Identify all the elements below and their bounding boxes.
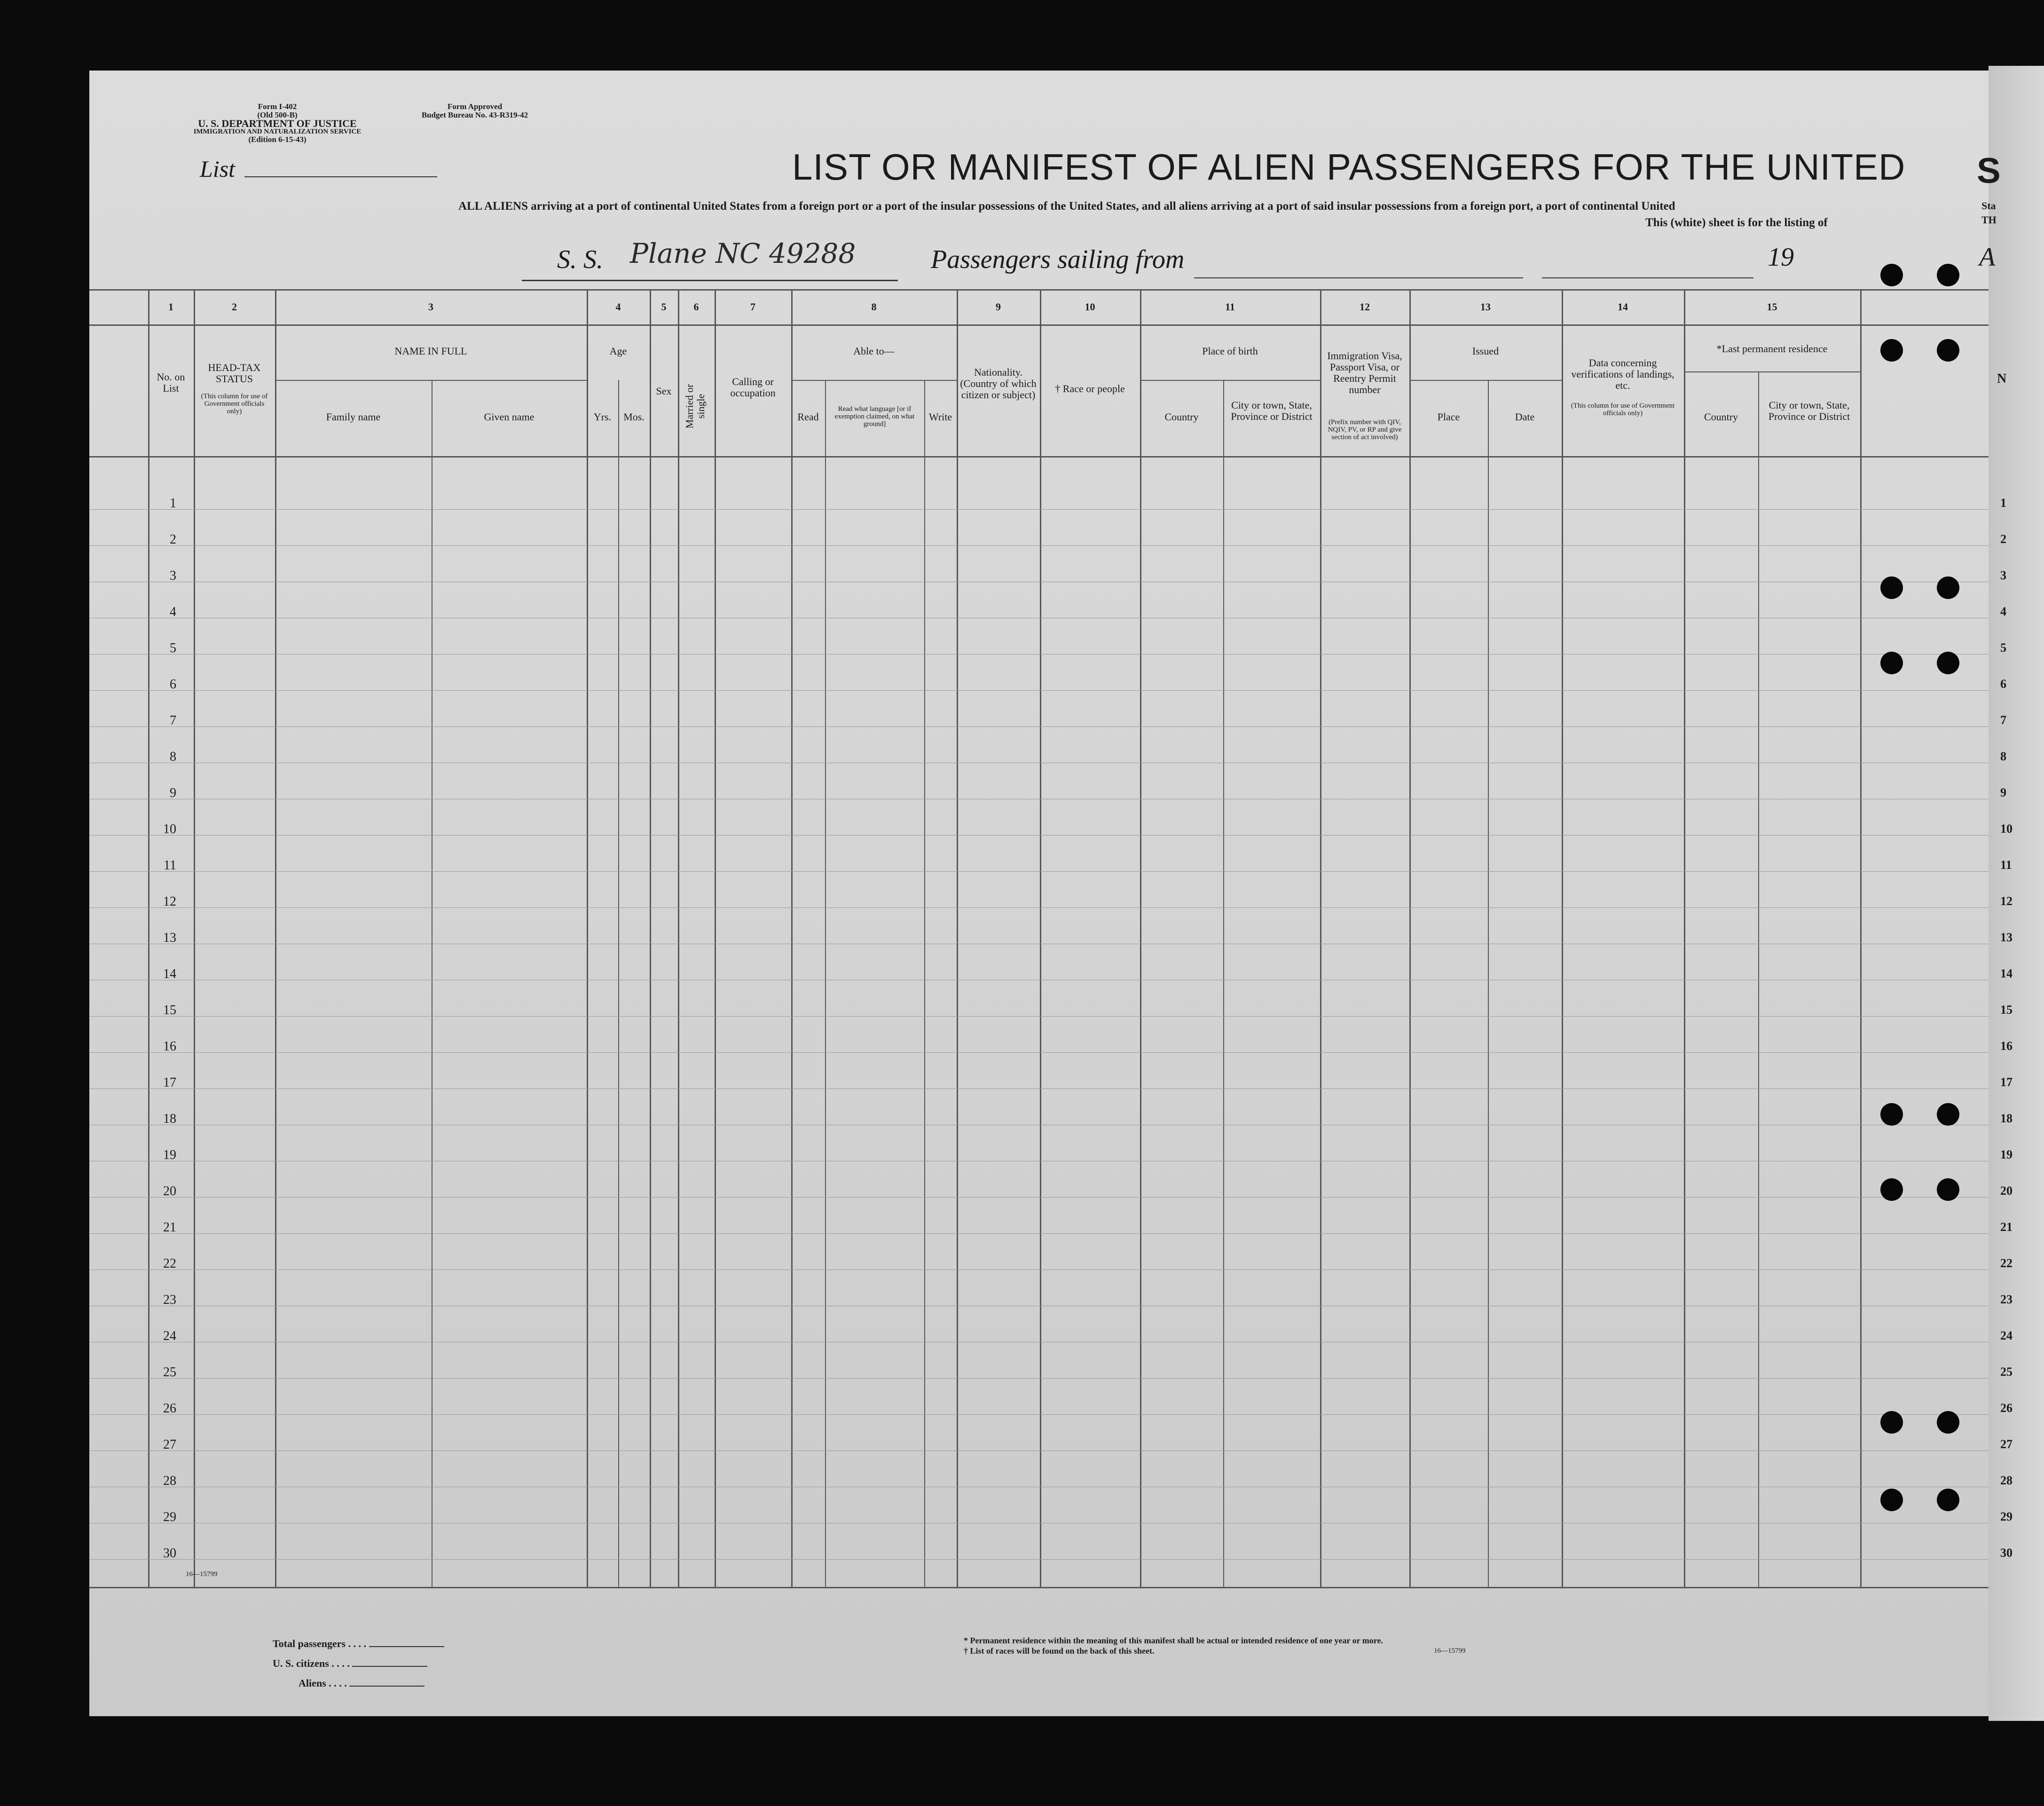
- subtitle: ALL ALIENS arriving at a port of continental United States from a foreign port or a port of the insular possessions of the United States, and all aliens arriving at a port of said insular possessions from a foreign port, a port of continental United: [458, 200, 1675, 213]
- table-row[interactable]: [194, 836, 1860, 871]
- print-code: 16—15799: [186, 1570, 218, 1578]
- header-bottom-rule: [89, 456, 1989, 457]
- table-row[interactable]: [194, 1198, 1860, 1233]
- table-row[interactable]: [194, 582, 1860, 617]
- subheader-rule: [1140, 380, 1320, 381]
- punch-hole: [1937, 652, 1959, 674]
- edge-row-number: 15: [2000, 1003, 2013, 1017]
- edge-row-number: 20: [2000, 1184, 2013, 1198]
- edge-row-number: 6: [2000, 677, 2006, 691]
- year-prefix: 19: [1768, 243, 1794, 272]
- table-row[interactable]: [194, 618, 1860, 654]
- table-row[interactable]: [194, 1306, 1860, 1341]
- edge-row-number: 3: [2000, 568, 2006, 582]
- row-number: 3: [170, 568, 176, 583]
- row-number: 8: [170, 749, 176, 764]
- row-number: 25: [163, 1365, 176, 1380]
- column-note: (Prefix number with QIV, NQIV, PV, or RP and give section of act involved): [1328, 418, 1402, 441]
- aliens-field[interactable]: [349, 1686, 425, 1687]
- column-header: Issued: [1472, 345, 1499, 357]
- edge-row-number: 16: [2000, 1039, 2013, 1053]
- table-row[interactable]: [194, 1017, 1860, 1052]
- punch-hole: [1880, 1178, 1903, 1201]
- row-number: 4: [170, 605, 176, 619]
- row-number: 27: [163, 1437, 176, 1452]
- column-number: 1: [168, 301, 173, 313]
- row-number: 5: [170, 641, 176, 655]
- old-number: (Old 500-B): [257, 110, 298, 119]
- edge-letter-s: S: [1977, 151, 2001, 191]
- row-number: 24: [163, 1329, 176, 1343]
- edge-row-number: 13: [2000, 931, 2013, 944]
- column-rule: [1860, 289, 1862, 1587]
- sailing-port-field[interactable]: [1194, 277, 1523, 278]
- edge-row-number: 22: [2000, 1256, 2013, 1270]
- table-row[interactable]: [194, 1125, 1860, 1160]
- column-number: 15: [1767, 301, 1777, 313]
- row-number: 12: [163, 894, 176, 909]
- column-number: 4: [615, 301, 621, 313]
- punch-hole: [1937, 1411, 1959, 1434]
- column-number: 5: [661, 301, 667, 313]
- us-citizens-field[interactable]: [352, 1666, 427, 1667]
- column-number: 8: [871, 301, 877, 313]
- row-number: 1: [170, 496, 176, 511]
- column-number: 2: [232, 301, 237, 313]
- subcolumn-header: Read what language [or if exemption claimed, on what ground]: [834, 405, 915, 428]
- budget-number: Budget Bureau No. 43-R319-42: [421, 110, 528, 119]
- row-number: 21: [163, 1220, 176, 1235]
- column-header: Calling or occupation: [730, 376, 776, 399]
- table-row[interactable]: [194, 691, 1860, 726]
- column-header: Sex: [656, 385, 672, 397]
- table-row[interactable]: [194, 727, 1860, 762]
- footnotes: [964, 1635, 1383, 1656]
- punch-hole: [1880, 1411, 1903, 1434]
- column-header: Able to—: [853, 345, 895, 357]
- subheader-rule: [1684, 371, 1860, 372]
- subcolumn-header: City or town, State, Province or District: [1768, 399, 1850, 422]
- column-number: 9: [996, 301, 1001, 313]
- department: U. S. DEPARTMENT OF JUSTICE: [198, 118, 357, 129]
- total-passengers-field[interactable]: [369, 1646, 444, 1647]
- edge-n: N: [1997, 371, 2007, 386]
- edge-sta: Sta: [1981, 200, 1996, 212]
- edge-a: A: [1979, 243, 1996, 272]
- service: IMMIGRATION AND NATURALIZATION SERVICE: [193, 128, 362, 135]
- row-number: 10: [163, 822, 176, 836]
- table-row[interactable]: [194, 763, 1860, 798]
- table-row[interactable]: [194, 1523, 1860, 1559]
- edge-row-number: 27: [2000, 1437, 2013, 1451]
- table-row[interactable]: [194, 908, 1860, 943]
- column-number: 3: [428, 301, 433, 313]
- table-row[interactable]: [194, 1487, 1860, 1522]
- edge-row-number: 14: [2000, 967, 2013, 980]
- table-row[interactable]: [194, 546, 1860, 581]
- column-number: 10: [1085, 301, 1095, 313]
- edge-row-number: 29: [2000, 1510, 2013, 1523]
- subcolumn-header: Yrs.: [593, 411, 612, 423]
- footnote-races: † List of races will be found on the back of this sheet.: [964, 1646, 1155, 1656]
- table-row[interactable]: [194, 1379, 1860, 1414]
- totals-block: [273, 1634, 444, 1693]
- edge-row-number: 21: [2000, 1220, 2013, 1234]
- ship-name-field[interactable]: [522, 280, 898, 281]
- dots: . . . .: [348, 1638, 367, 1649]
- subcolumn-header: Date: [1515, 411, 1535, 423]
- row-number: 20: [163, 1184, 176, 1199]
- table-row[interactable]: [194, 1451, 1860, 1486]
- edge-row-number: 12: [2000, 894, 2013, 908]
- row-number: 9: [170, 786, 176, 800]
- edge-row-number: 19: [2000, 1148, 2013, 1161]
- row-number: 28: [163, 1474, 176, 1488]
- dots: . . . .: [329, 1677, 347, 1689]
- table-row[interactable]: [194, 1342, 1860, 1378]
- column-header: Place of birth: [1202, 345, 1258, 357]
- row-rule: [89, 1559, 1989, 1560]
- column-header: Nationality. (Country of which citizen or subject): [960, 366, 1037, 401]
- punch-hole: [1937, 1103, 1959, 1126]
- edge-row-number: 7: [2000, 713, 2006, 727]
- form-header: [174, 103, 381, 144]
- table-row[interactable]: [194, 1161, 1860, 1197]
- punch-hole: [1937, 339, 1959, 362]
- row-number: 7: [170, 713, 176, 728]
- edge-row-number: 1: [2000, 496, 2006, 510]
- column-header: Data concerning verifications of landings, etc.: [1571, 357, 1675, 391]
- column-header: *Last permanent residence: [1716, 343, 1828, 355]
- edge-row-number: 2: [2000, 532, 2006, 546]
- subtitle-2: This (white) sheet is for the listing of: [1645, 216, 1828, 229]
- column-number: 12: [1360, 301, 1370, 313]
- table-row[interactable]: [194, 799, 1860, 835]
- approved-label: Form Approved: [447, 102, 503, 111]
- row-number: 18: [163, 1112, 176, 1126]
- table-row[interactable]: [194, 980, 1860, 1016]
- punch-hole: [1880, 652, 1903, 674]
- subcolumn-header: Family name: [326, 411, 381, 423]
- column-header: NAME IN FULL: [394, 345, 467, 357]
- row-number: 22: [163, 1256, 176, 1271]
- table-row[interactable]: [194, 1089, 1860, 1124]
- ship-name-handwritten: Plane NC 49288: [630, 237, 856, 269]
- dots: . . . .: [331, 1657, 350, 1669]
- table-row[interactable]: [194, 510, 1860, 545]
- column-header: No. on List: [157, 371, 185, 394]
- subcolumn-header: Write: [928, 411, 952, 423]
- punch-hole: [1880, 1103, 1903, 1126]
- edge-row-number: 23: [2000, 1293, 2013, 1306]
- table-row[interactable]: [194, 1234, 1860, 1269]
- edge-row-number: 11: [2000, 858, 2012, 872]
- table-row[interactable]: [194, 1415, 1860, 1450]
- table-row[interactable]: [194, 872, 1860, 907]
- row-number: 16: [163, 1039, 176, 1054]
- table-row[interactable]: [194, 473, 1860, 509]
- form-number: Form I-402: [258, 102, 297, 111]
- footnote-residence: * Permanent residence within the meaning of this manifest shall be actual or intended residence of one year or more.: [964, 1636, 1383, 1645]
- row-number: 13: [163, 931, 176, 945]
- edge-row-number: 5: [2000, 641, 2006, 655]
- edge-row-number: 28: [2000, 1474, 2013, 1487]
- row-number: 2: [170, 532, 176, 547]
- punch-hole: [1880, 1489, 1903, 1511]
- punch-hole: [1880, 576, 1903, 599]
- column-number: 14: [1618, 301, 1628, 313]
- ss-label: S. S.: [557, 245, 603, 274]
- subcolumn-header: City or town, State, Province or District: [1231, 399, 1313, 422]
- page-title: LIST OR MANIFEST OF ALIEN PASSENGERS FOR THE UNITED: [792, 146, 1906, 188]
- row-number: 6: [170, 677, 176, 692]
- subcolumn-header: Mos.: [623, 411, 645, 423]
- us-citizens-label: U. S. citizens: [273, 1657, 329, 1669]
- punch-hole: [1880, 339, 1903, 362]
- column-header: Married or single: [684, 384, 707, 429]
- row-number: 30: [163, 1546, 176, 1561]
- punch-hole: [1880, 264, 1903, 286]
- row-number: 11: [164, 858, 176, 873]
- column-note: (This column for use of Government officials only): [201, 393, 268, 415]
- sailing-date-field[interactable]: [1542, 277, 1753, 278]
- header-num-rule: [89, 324, 1989, 326]
- row-number: 26: [163, 1401, 176, 1416]
- table-row[interactable]: [194, 944, 1860, 979]
- footnote-code: 16—15799: [1434, 1647, 1466, 1655]
- subheader-rule: [791, 380, 957, 381]
- row-number: 15: [163, 1003, 176, 1017]
- edge-row-number: 4: [2000, 605, 2006, 618]
- subcolumn-header: Read: [797, 411, 819, 423]
- total-passengers-label: Total passengers: [273, 1638, 346, 1649]
- edge-row-number: 18: [2000, 1112, 2013, 1125]
- row-number: 29: [163, 1510, 176, 1524]
- column-number: 7: [750, 301, 755, 313]
- subcolumn-header: Country: [1164, 411, 1199, 423]
- edge-row-number: 24: [2000, 1329, 2013, 1342]
- punch-hole: [1937, 1178, 1959, 1201]
- column-header: Age: [609, 345, 627, 357]
- edge-row-number: 26: [2000, 1401, 2013, 1415]
- column-number: 11: [1225, 301, 1235, 313]
- sailing-label: Passengers sailing from: [931, 245, 1185, 274]
- column-note: (This column for use of Government officials only): [1571, 402, 1675, 417]
- approval-block: [404, 103, 545, 119]
- punch-hole: [1937, 576, 1959, 599]
- punch-hole: [1937, 1489, 1959, 1511]
- table-row[interactable]: [194, 655, 1860, 690]
- edge-row-number: 30: [2000, 1546, 2013, 1560]
- adjacent-page: [1989, 66, 2044, 1721]
- subcolumn-header: Given name: [484, 411, 535, 423]
- subcolumn-header: Place: [1437, 411, 1460, 423]
- edge-row-number: 9: [2000, 786, 2006, 799]
- edge-row-number: 10: [2000, 822, 2013, 836]
- edge-row-number: 17: [2000, 1075, 2013, 1089]
- edge-th: TH: [1981, 214, 1997, 226]
- column-number: 6: [693, 301, 699, 313]
- subcolumn-header: Country: [1704, 411, 1738, 423]
- edge-row-number: 8: [2000, 749, 2006, 763]
- punch-hole: [1937, 264, 1959, 286]
- table-top-rule: [89, 289, 1989, 291]
- table-row[interactable]: [194, 1270, 1860, 1305]
- subheader-rule: [275, 380, 587, 381]
- column-header: Immigration Visa, Passport Visa, or Reentry Permit number: [1327, 350, 1402, 395]
- aliens-label: Aliens: [299, 1677, 326, 1689]
- list-label: List: [200, 156, 236, 182]
- row-number: 14: [163, 967, 176, 981]
- edition: (Edition 6-15-43): [248, 135, 307, 144]
- table-row[interactable]: [194, 1053, 1860, 1088]
- row-number: 23: [163, 1293, 176, 1307]
- row-number: 19: [163, 1148, 176, 1162]
- column-number: 13: [1480, 301, 1491, 313]
- list-field[interactable]: [244, 176, 437, 177]
- column-header: HEAD-TAX STATUS: [208, 362, 261, 385]
- row-number: 17: [163, 1075, 176, 1090]
- table-bottom-rule: [89, 1587, 1989, 1588]
- subheader-rule: [1409, 380, 1562, 381]
- column-header: † Race or people: [1055, 383, 1125, 394]
- edge-row-number: 25: [2000, 1365, 2013, 1379]
